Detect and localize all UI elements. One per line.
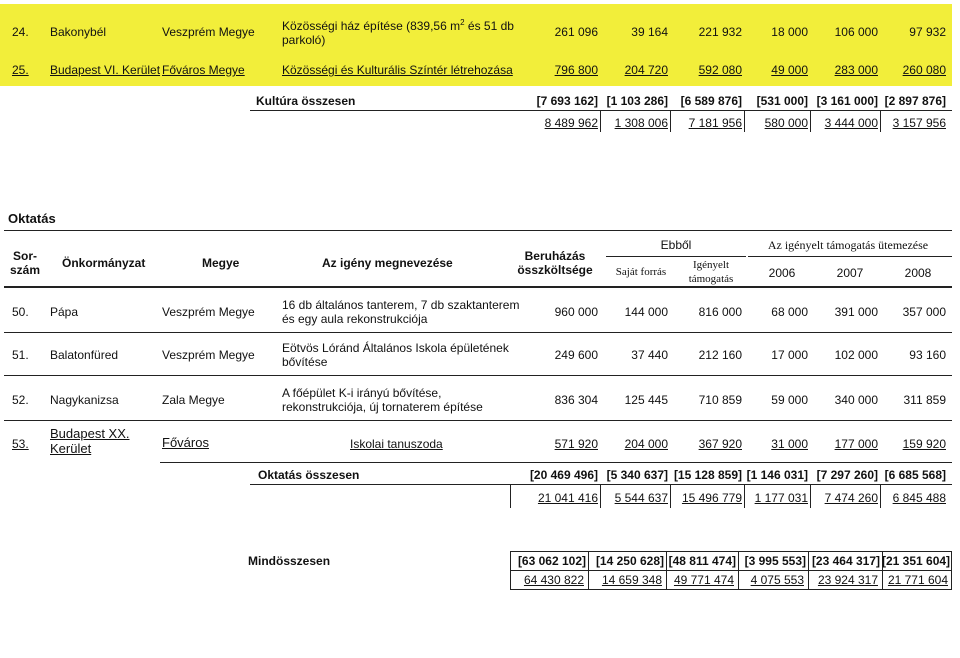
value-total: 836 304 (554, 393, 598, 407)
oktatas-bracket-2006: [1 146 031] (746, 468, 808, 482)
value-2008: 159 920 (902, 437, 946, 451)
header-utemezes: Az igényelt támogatás ütemezése (767, 238, 929, 252)
row-description: 16 db általános tanterem, 7 db szaktanterem és egy aula rekonstrukciója (282, 298, 520, 326)
value-requested: 221 932 (698, 25, 742, 39)
divider (250, 110, 952, 111)
row-county: Veszprém Megye (162, 25, 255, 39)
row-city: Budapest XX. Kerület (50, 426, 130, 456)
row-number: 50. (12, 305, 29, 319)
grand-total-own: 14 659 348 (601, 573, 662, 587)
divider (748, 256, 952, 257)
divider (160, 462, 952, 463)
value-own: 39 164 (631, 25, 668, 39)
value-requested: 816 000 (698, 305, 742, 319)
value-2008: 357 000 (902, 305, 946, 319)
divider (510, 570, 952, 571)
row-county: Zala Megye (162, 393, 225, 407)
oktatas-total-2007: 7 474 260 (824, 491, 878, 505)
grand-bracket-requested: [48 811 474] (668, 554, 736, 568)
kultura-bracket-requested: [6 589 876] (680, 94, 742, 108)
row-divider (4, 420, 952, 421)
grand-total-label: Mindösszesen (248, 554, 331, 568)
value-2008: 260 080 (902, 63, 946, 77)
row-divider (4, 332, 952, 333)
sep (670, 110, 671, 132)
row-description: A főépület K-i irányú bővítése, rekonstrukciója, új tornaterem építése (282, 386, 483, 414)
row-number: 25. (12, 63, 29, 77)
value-own: 125 445 (624, 393, 668, 407)
value-own: 204 000 (624, 437, 668, 451)
header-2007: 2007 (836, 266, 864, 280)
grand-bracket-2007: [23 464 317] (811, 554, 880, 568)
row-city: Nagykanizsa (50, 393, 119, 407)
value-2007: 177 000 (834, 437, 878, 451)
value-2007: 106 000 (834, 25, 878, 39)
row-city: Budapest VI. Kerület (50, 63, 161, 77)
sep (880, 110, 881, 132)
oktatas-total-total: 21 041 416 (537, 491, 598, 505)
kultura-bracket-2006: [531 000] (756, 94, 808, 108)
header-megye: Megye (202, 256, 240, 270)
row-city: Balatonfüred (50, 348, 119, 362)
header-2008: 2008 (904, 266, 932, 280)
row-description: Közösségi és Kulturális Színtér létrehozása (282, 63, 513, 77)
value-2006: 18 000 (771, 25, 808, 39)
sep (670, 484, 671, 508)
section-title: Oktatás (8, 211, 56, 226)
header-bottom-border (4, 286, 952, 288)
oktatas-total-2008: 6 845 488 (892, 491, 946, 505)
oktatas-total-requested: 15 496 779 (681, 491, 742, 505)
sep (880, 484, 881, 508)
value-total: 960 000 (554, 305, 598, 319)
row-description: Iskolai tanuszoda (350, 437, 443, 451)
value-2006: 17 000 (771, 348, 808, 362)
header-onkormanyzat: Önkormányzat (62, 256, 146, 270)
grand-total-2007: 23 924 317 (817, 573, 878, 587)
value-2006: 31 000 (771, 437, 808, 451)
sep (600, 484, 601, 508)
row-city: Bakonybél (50, 25, 107, 39)
row-number: 53. (12, 437, 29, 451)
oktatas-bracket-requested: [15 128 859] (673, 468, 742, 482)
oktatas-bracket-2007: [7 297 260] (816, 468, 878, 482)
row-number: 52. (12, 393, 29, 407)
kultura-total-2007: 3 444 000 (824, 116, 878, 130)
value-2008: 311 859 (903, 393, 946, 407)
value-requested: 367 920 (698, 437, 742, 451)
value-2006: 68 000 (771, 305, 808, 319)
value-2007: 340 000 (834, 393, 878, 407)
divider (606, 256, 746, 257)
header-sajat: Saját forrás (615, 266, 667, 278)
divider (250, 484, 952, 485)
kultura-bracket-own: [1 103 286] (606, 94, 668, 108)
value-own: 37 440 (631, 348, 668, 362)
value-2007: 102 000 (834, 348, 878, 362)
sep (600, 110, 601, 132)
sep (810, 110, 811, 132)
grand-bracket-2008: [21 351 604] (882, 554, 951, 568)
row-number: 51. (12, 348, 29, 362)
sep (744, 484, 745, 508)
header-2006: 2006 (768, 266, 796, 280)
oktatas-bracket-total: [20 469 496] (529, 468, 598, 482)
value-2008: 97 932 (909, 25, 946, 39)
header-beruhazas: Beruházás összköltsége (517, 249, 593, 277)
sep (744, 110, 745, 132)
header-top-border (4, 230, 952, 231)
value-2006: 49 000 (771, 63, 808, 77)
value-requested: 592 080 (698, 63, 742, 77)
grand-bracket-2006: [3 995 553] (744, 554, 806, 568)
value-total: 796 800 (554, 63, 598, 77)
value-total: 571 920 (554, 437, 598, 451)
grand-bracket-total: [63 062 102] (517, 554, 586, 568)
grand-total-2008: 21 771 604 (887, 573, 948, 587)
kultura-total-2006: 580 000 (764, 116, 808, 130)
row-county: Veszprém Megye (162, 348, 255, 362)
grand-total-total: 64 430 822 (523, 573, 584, 587)
grand-total-2006: 4 075 553 (750, 573, 804, 587)
oktatas-total-own: 5 544 637 (614, 491, 668, 505)
row-divider (4, 375, 952, 376)
value-2008: 93 160 (909, 348, 946, 362)
value-total: 261 096 (554, 25, 598, 39)
grand-total-requested: 49 771 474 (673, 573, 734, 587)
oktatas-bracket-own: [5 340 637] (606, 468, 668, 482)
kultura-bracket-total: [7 693 162] (536, 94, 598, 108)
value-own: 204 720 (624, 63, 668, 77)
row-city: Pápa (50, 305, 79, 319)
kultura-total-own: 1 308 006 (614, 116, 668, 130)
row-county: Főváros (162, 435, 209, 450)
oktatas-bracket-2008: [6 685 568] (884, 468, 946, 482)
row-county: Veszprém Megye (162, 305, 255, 319)
kultura-total-total: 8 489 962 (544, 116, 598, 130)
value-requested: 710 859 (698, 393, 742, 407)
oktatas-total-label: Oktatás összesen (258, 468, 360, 482)
value-2006: 59 000 (771, 393, 808, 407)
kultura-bracket-2007: [3 161 000] (816, 94, 878, 108)
value-2007: 283 000 (834, 63, 878, 77)
row-county: Főváros Megye (162, 63, 245, 77)
value-total: 249 600 (554, 348, 598, 362)
header-igeny: Az igény megnevezése (322, 256, 453, 270)
header-sorszam: Sor- szám (9, 249, 41, 277)
sep (810, 484, 811, 508)
grand-bracket-own: [14 250 628] (595, 554, 664, 568)
row-description: Eötvös Lóránd Általános Iskola épületének bővítése (282, 341, 509, 369)
oktatas-total-2006: 1 177 031 (754, 491, 808, 505)
value-requested: 212 160 (698, 348, 742, 362)
sep (510, 484, 511, 508)
row-number: 24. (12, 25, 29, 39)
header-ebbol: Ebből (660, 238, 692, 252)
kultura-total-label: Kultúra összesen (256, 94, 356, 108)
value-own: 144 000 (624, 305, 668, 319)
kultura-total-2008: 3 157 956 (892, 116, 946, 130)
value-2007: 391 000 (834, 305, 878, 319)
header-igenyelt: Igényelt támogatás (688, 259, 734, 285)
kultura-total-requested: 7 181 956 (688, 116, 742, 130)
kultura-bracket-2008: [2 897 876] (884, 94, 946, 108)
row-description: Közösségi ház építése (839,56 $m^2$ és 51 db parkoló) (282, 18, 514, 47)
